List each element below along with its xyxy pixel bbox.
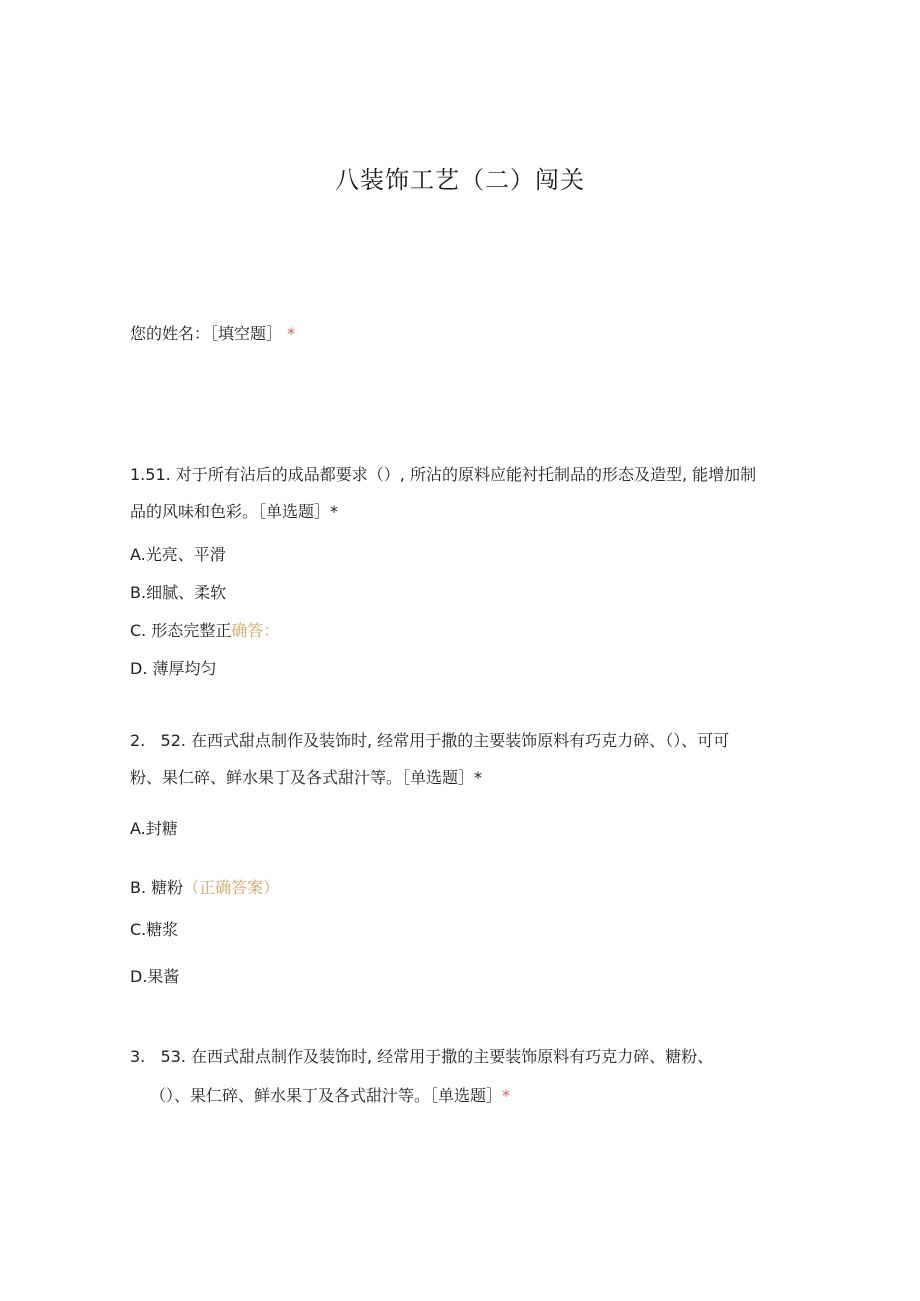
correct-answer-note: （正确答案） — [183, 878, 280, 897]
question-1-option-c[interactable] — [130, 620, 279, 642]
question-3-line-2: （）、果仁碎、鲜水果丁及各式甜汁等。［单选题］ — [150, 1086, 503, 1105]
required-mark: * — [287, 324, 296, 343]
question-2-option-c[interactable]: C.糖浆 — [130, 920, 179, 939]
question-1-option-b[interactable]: B.细腻、柔软 — [130, 583, 227, 602]
question-3-line-2-wrap — [150, 1085, 510, 1107]
question-2-option-b[interactable] — [130, 877, 279, 899]
question-2-option-d[interactable]: D.果酱 — [130, 967, 180, 986]
name-field-question — [130, 323, 295, 345]
question-3-line-1: 3. 53. 在西式甜点制作及装饰时, 经常用于撒的主要装饰原料有巧克力碎、糖粉、 — [130, 1047, 714, 1066]
question-1-line-1: 1.51. 对于所有沾后的成品都要求（）, 所沾的原料应能衬托制品的形态及造型, 能增加制 — [130, 465, 757, 484]
option-b-text: B. 糖粉 — [130, 878, 184, 897]
question-2-line-2: 粉、果仁碎、鲜水果丁及各式甜汁等。［单选题］* — [130, 768, 483, 787]
question-2-option-a[interactable]: A.封糖 — [130, 819, 178, 838]
page-title: 八装饰工艺（二）闯关 — [335, 166, 585, 194]
name-field-label: 您的姓名：［填空题］ — [130, 324, 283, 343]
required-mark: * — [502, 1086, 511, 1105]
question-2-line-1: 2. 52. 在西式甜点制作及装饰时, 经常用于撒的主要装饰原料有巧克力碎、（）、可可 — [130, 731, 730, 750]
question-1-option-d[interactable]: D. 薄厚均匀 — [130, 659, 217, 678]
correct-answer-note: 确答： — [231, 621, 280, 640]
option-c-text: C. 形态完整正 — [130, 621, 232, 640]
question-1-option-a[interactable]: A.光亮、平滑 — [130, 545, 226, 564]
question-1-line-2: 品的风味和色彩。［单选题］* — [130, 502, 339, 521]
